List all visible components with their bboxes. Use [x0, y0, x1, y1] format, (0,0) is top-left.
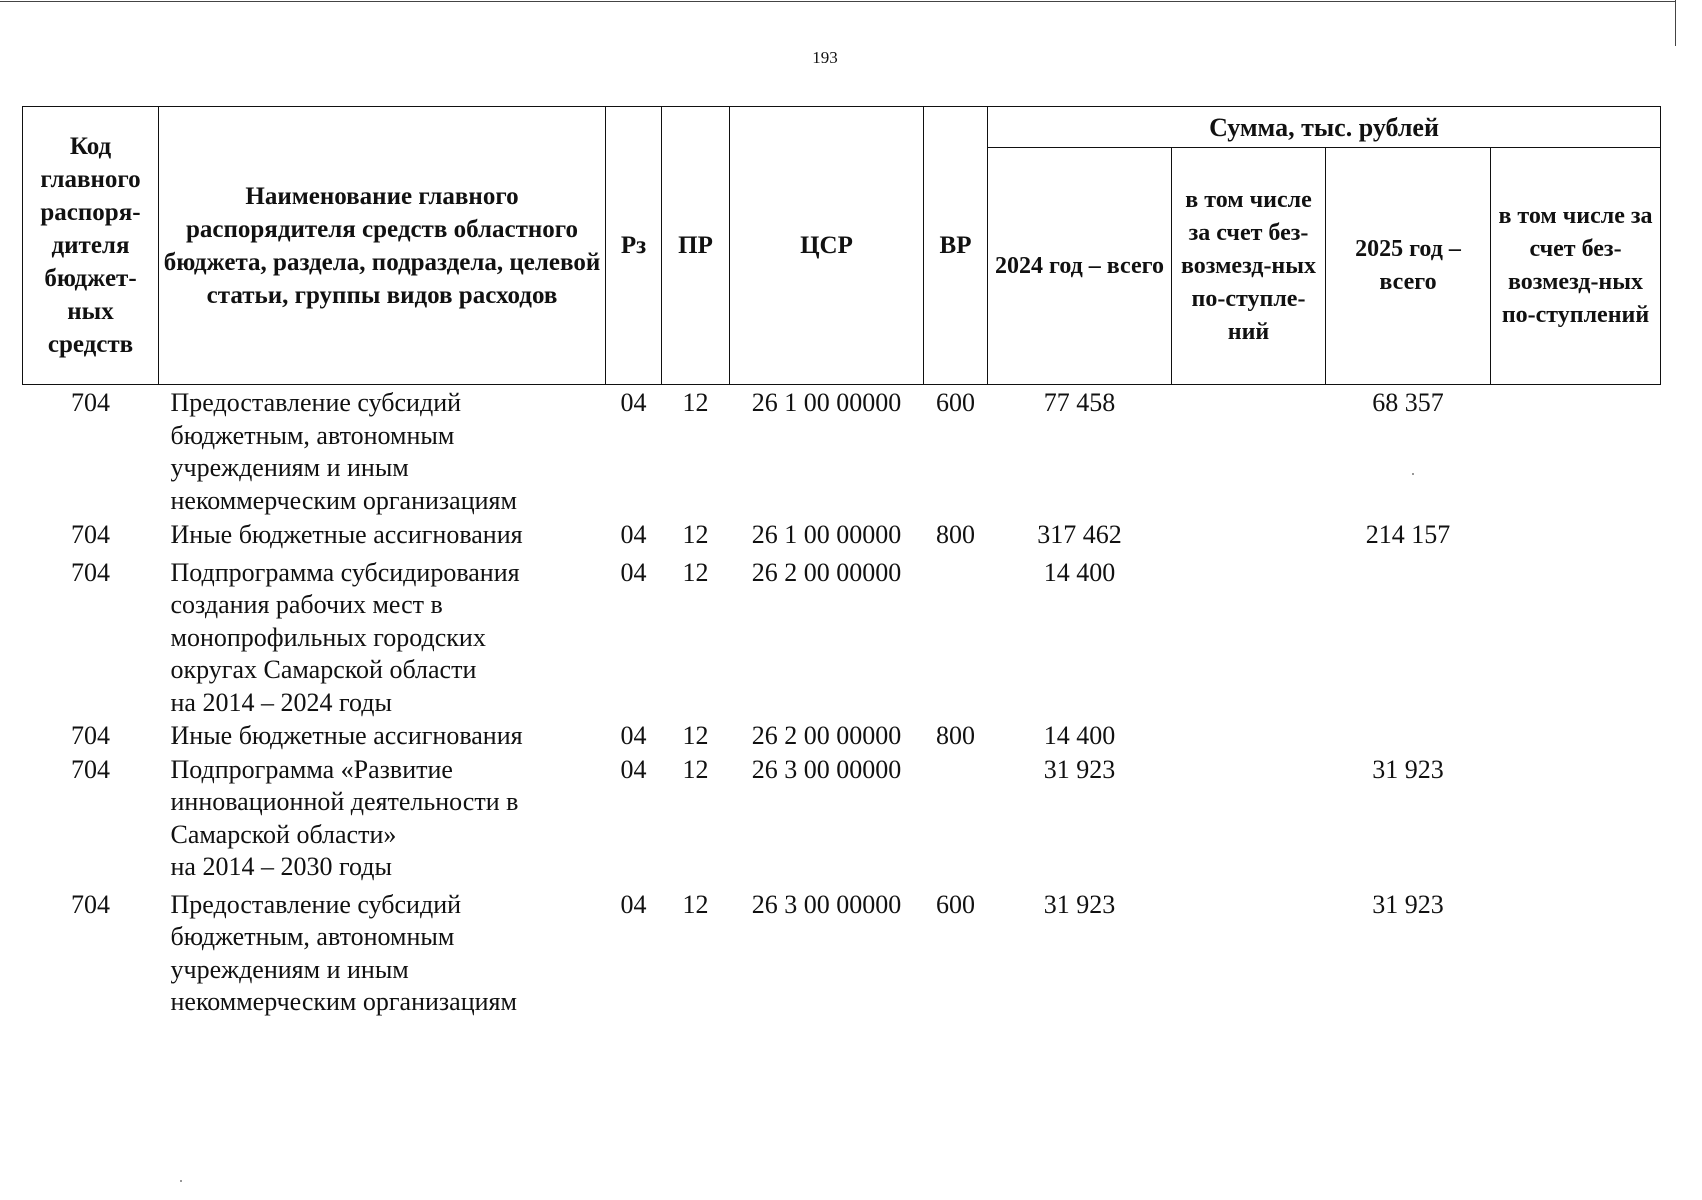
cell-name — [159, 753, 606, 884]
cell-csr: 26 1 00 00000 — [751, 520, 902, 549]
cell-2024-gratuitous — [1172, 552, 1326, 720]
cell-vr — [924, 552, 988, 720]
cell-rz: 04 — [620, 520, 647, 549]
header-csr: ЦСР — [730, 107, 924, 385]
top-edge-rule — [0, 1, 1675, 2]
header-vr: ВР — [924, 107, 988, 385]
cell-rz: 04 — [620, 754, 647, 784]
header-name: Наименование главного распорядителя средств областного бюджета, раздела, подраздела, целевой статьи, группы видов расходов — [159, 107, 606, 385]
cell-pr: 12 — [682, 754, 709, 784]
cell-2025-total: 31 923 — [1372, 889, 1444, 919]
cell-2024-total: 77 458 — [1043, 388, 1116, 417]
page-number: 193 — [812, 48, 838, 67]
scan-speck — [1412, 473, 1414, 475]
table-row — [23, 552, 1661, 720]
cell-2025-gratuitous — [1491, 552, 1661, 720]
cell-pr: 12 — [682, 721, 709, 750]
cell-rz: 04 — [620, 388, 647, 417]
header-2024-total: 2024 год – всего — [988, 148, 1172, 385]
cell-vr — [924, 753, 988, 884]
cell-rz: 04 — [620, 721, 647, 750]
cell-csr: 26 2 00 00000 — [751, 721, 902, 750]
table-header — [23, 107, 1661, 385]
cell-2025-total — [1326, 552, 1491, 720]
cell-2024-gratuitous — [1172, 385, 1326, 518]
cell-2024-total: 31 923 — [1043, 889, 1116, 919]
cell-csr: 26 2 00 00000 — [751, 557, 902, 587]
cell-name — [159, 719, 606, 753]
cell-name-text: Предоставление субсидий бюджетным, автономным учреждениям и иным некоммерческим организациям — [170, 388, 517, 515]
table-row — [23, 517, 1661, 552]
cell-rz: 04 — [620, 889, 647, 919]
cell-2025-total — [1326, 719, 1491, 753]
header-2024-gratuitous: в том числе за счет без-возмезд-ных по-ступле-ний — [1172, 148, 1326, 385]
table-row — [23, 884, 1661, 1019]
cell-name — [159, 385, 606, 518]
cell-code: 704 — [71, 889, 110, 919]
cell-name — [159, 884, 606, 1019]
table-body — [23, 385, 1661, 1019]
cell-name — [159, 517, 606, 552]
cell-code: 704 — [71, 721, 110, 750]
budget-table — [22, 106, 1661, 1019]
cell-name — [159, 552, 606, 720]
cell-2025-total: 31 923 — [1372, 754, 1444, 784]
cell-2024-gratuitous — [1172, 517, 1326, 552]
cell-2025-gratuitous — [1491, 753, 1661, 884]
cell-name-text: Иные бюджетные ассигнования — [170, 520, 523, 549]
cell-2024-total: 14 400 — [1043, 721, 1116, 750]
cell-vr: 600 — [936, 388, 975, 417]
cell-2025-gratuitous — [1491, 719, 1661, 753]
header-code: Код главного распоря-дителя бюджет-ных средств — [23, 107, 159, 385]
header-pr: ПР — [662, 107, 730, 385]
header-sum: Сумма, тыс. рублей — [988, 107, 1661, 148]
cell-2024-total: 14 400 — [1043, 557, 1116, 587]
cell-code: 704 — [71, 557, 110, 587]
header-2025-gratuitous: в том числе за счет без-возмезд-ных по-ступлений — [1491, 148, 1661, 385]
cell-vr: 800 — [936, 721, 975, 750]
cell-2024-gratuitous — [1172, 719, 1326, 753]
header-rz: Рз — [606, 107, 662, 385]
cell-2024-total: 317 462 — [1037, 520, 1122, 549]
scan-speck — [180, 1180, 182, 1182]
table-row — [23, 753, 1661, 884]
table-row — [23, 719, 1661, 753]
header-2025-total: 2025 год – всего — [1326, 148, 1491, 385]
cell-2025-gratuitous — [1491, 385, 1661, 518]
cell-2025-gratuitous — [1491, 884, 1661, 1019]
cell-2025-gratuitous — [1491, 517, 1661, 552]
cell-code: 704 — [71, 388, 110, 417]
cell-code: 704 — [71, 754, 110, 784]
cell-name-text: Подпрограмма субсидирования создания рабочих мест в монопрофильных городских округах Самарской области на 2014 – 2024 годы — [170, 557, 520, 717]
cell-vr: 600 — [936, 889, 975, 919]
right-edge-rule — [1675, 0, 1676, 46]
cell-2024-gratuitous — [1172, 753, 1326, 884]
cell-csr: 26 1 00 00000 — [751, 388, 902, 417]
cell-pr: 12 — [682, 557, 709, 587]
cell-csr: 26 3 00 00000 — [751, 889, 902, 919]
cell-pr: 12 — [682, 520, 709, 549]
cell-2025-total: 214 157 — [1365, 520, 1451, 549]
cell-pr: 12 — [682, 889, 709, 919]
cell-code: 704 — [71, 520, 110, 549]
cell-name-text: Предоставление субсидий бюджетным, автономным учреждениям и иным некоммерческим организациям — [170, 889, 517, 1016]
cell-name-text: Иные бюджетные ассигнования — [170, 721, 523, 750]
cell-2024-total: 31 923 — [1043, 754, 1116, 784]
cell-2024-gratuitous — [1172, 884, 1326, 1019]
table-row — [23, 385, 1661, 518]
cell-rz: 04 — [620, 557, 647, 587]
cell-pr: 12 — [682, 388, 709, 417]
cell-2025-total: 68 357 — [1372, 388, 1444, 417]
cell-name-text: Подпрограмма «Развитие инновационной деятельности в Самарской области» на 2014 – 2030 годы — [170, 754, 519, 881]
cell-csr: 26 3 00 00000 — [751, 754, 902, 784]
cell-vr: 800 — [936, 520, 975, 549]
